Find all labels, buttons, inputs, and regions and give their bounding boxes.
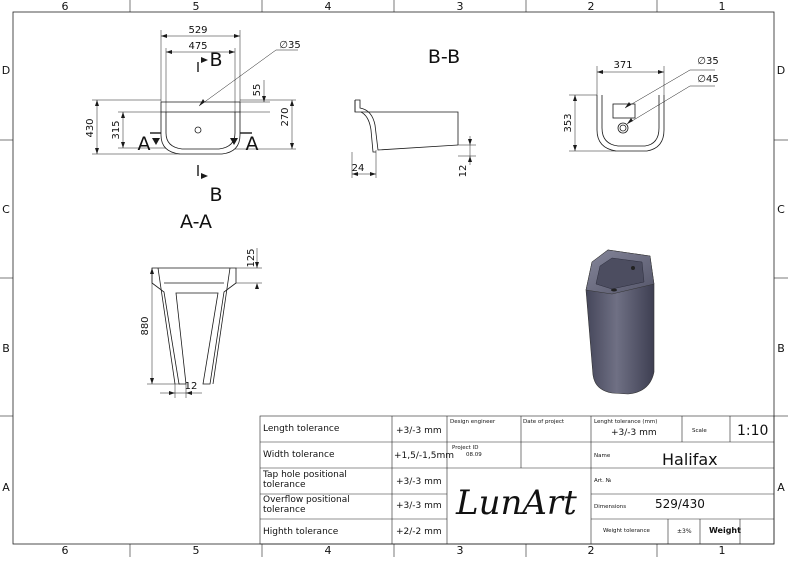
row-label-left-a: A — [2, 481, 10, 494]
project-id-label: Project ID — [452, 445, 479, 451]
row-label-right-a: A — [777, 481, 785, 494]
date-of-project-label: Date of project — [523, 419, 565, 425]
col-label-top-2: 2 — [587, 0, 595, 13]
design-engineer-label: Design engineer — [450, 419, 496, 425]
row-label-right-d: D — [776, 64, 786, 77]
section-aa-view — [147, 248, 262, 398]
tol-height-label: Highth tolerance — [263, 527, 339, 537]
project-id-value: 08.09 — [466, 452, 482, 458]
back-view — [569, 66, 715, 151]
row-label-left-b: B — [2, 342, 10, 355]
dim-270-label: 270 — [280, 107, 291, 127]
weight-tol-value: ±3% — [677, 528, 692, 535]
dim-430-label: 430 — [85, 118, 96, 138]
outer-frame — [13, 12, 774, 544]
dimensions-value: 529/430 — [655, 497, 705, 511]
dim-529-label: 529 — [188, 25, 208, 36]
tol-length-label: Length tolerance — [263, 424, 340, 434]
section-b-top-label: B — [209, 49, 223, 71]
col-label-top-1: 1 — [718, 0, 726, 13]
col-label-top-3: 3 — [456, 0, 464, 13]
col-label-top-4: 4 — [324, 0, 332, 13]
dim-880-label: 880 — [140, 316, 151, 336]
tol-overflow-value: +3/-3 mm — [396, 501, 442, 511]
dim-55-label: 55 — [252, 83, 263, 97]
top-view-bowl — [166, 112, 235, 149]
col-label-top-6: 6 — [61, 0, 69, 13]
row-label-right-c: C — [777, 203, 785, 216]
dimensions-label: Dimensions — [594, 504, 627, 510]
section-bb-title: B-B — [427, 46, 461, 68]
tol-height-value: +2/-2 mm — [396, 527, 442, 537]
col-label-bottom-1: 1 — [718, 544, 726, 557]
section-aa-title: A-A — [179, 211, 213, 233]
dim-315-label: 315 — [111, 120, 122, 140]
weight-tol-label: Weight tolerance — [603, 528, 650, 534]
tol-taphole-value: +3/-3 mm — [396, 477, 442, 487]
row-label-left-d: D — [1, 64, 11, 77]
length-tol-mm-value: +3/-3 mm — [611, 428, 657, 438]
tol-width-value: +1,5/-1,5mm — [394, 451, 454, 461]
weight-label: Weight — [709, 526, 741, 535]
tol-overflow-label: Overflow positional tolerance — [263, 495, 350, 515]
scale-label: Scale — [692, 428, 707, 434]
leader-d35-back — [625, 70, 690, 108]
section-a-left-label: A — [137, 133, 151, 155]
tol-width-label: Width tolerance — [263, 450, 335, 460]
dim-d45-back-label: ∅45 — [697, 74, 719, 85]
product-name: Halifax — [662, 450, 718, 469]
tol-taphole-label: Tap hole positional tolerance — [263, 470, 347, 490]
top-view — [92, 30, 301, 179]
lunart-signature: LunArt — [456, 483, 577, 523]
col-label-bottom-5: 5 — [192, 544, 200, 557]
name-label: Name — [594, 453, 611, 459]
leader-d45-back — [627, 86, 690, 124]
scale-value: 1:10 — [737, 423, 769, 439]
top-view-outline — [161, 112, 240, 154]
dim-12-bb-label: 12 — [458, 164, 469, 178]
art-no-label: Art. № — [594, 478, 612, 484]
col-label-top-5: 5 — [192, 0, 200, 13]
col-label-bottom-2: 2 — [587, 544, 595, 557]
dim-24-bb-label: 24 — [351, 163, 365, 174]
dim-d35-label: ∅35 — [279, 40, 301, 51]
dim-371-label: 371 — [613, 60, 633, 71]
row-label-left-c: C — [2, 203, 10, 216]
dim-475-label: 475 — [188, 41, 208, 52]
dim-353-label: 353 — [563, 113, 574, 133]
dim-125-label: 125 — [246, 248, 257, 268]
tol-length-value: +3/-3 mm — [396, 426, 442, 436]
dim-d35-back-label: ∅35 — [697, 56, 719, 67]
col-label-bottom-4: 4 — [324, 544, 332, 557]
col-label-bottom-3: 3 — [456, 544, 464, 557]
basin-3d-render — [586, 250, 654, 394]
drain-hole — [195, 127, 201, 133]
section-b-bottom-label: B — [209, 184, 223, 206]
dim-12-aa-label: 12 — [184, 381, 198, 392]
section-a-right-label: A — [245, 133, 259, 155]
length-tol-mm-label: Lenght tolerance (mm) — [594, 419, 658, 425]
row-label-right-b: B — [777, 342, 785, 355]
col-label-bottom-6: 6 — [61, 544, 69, 557]
